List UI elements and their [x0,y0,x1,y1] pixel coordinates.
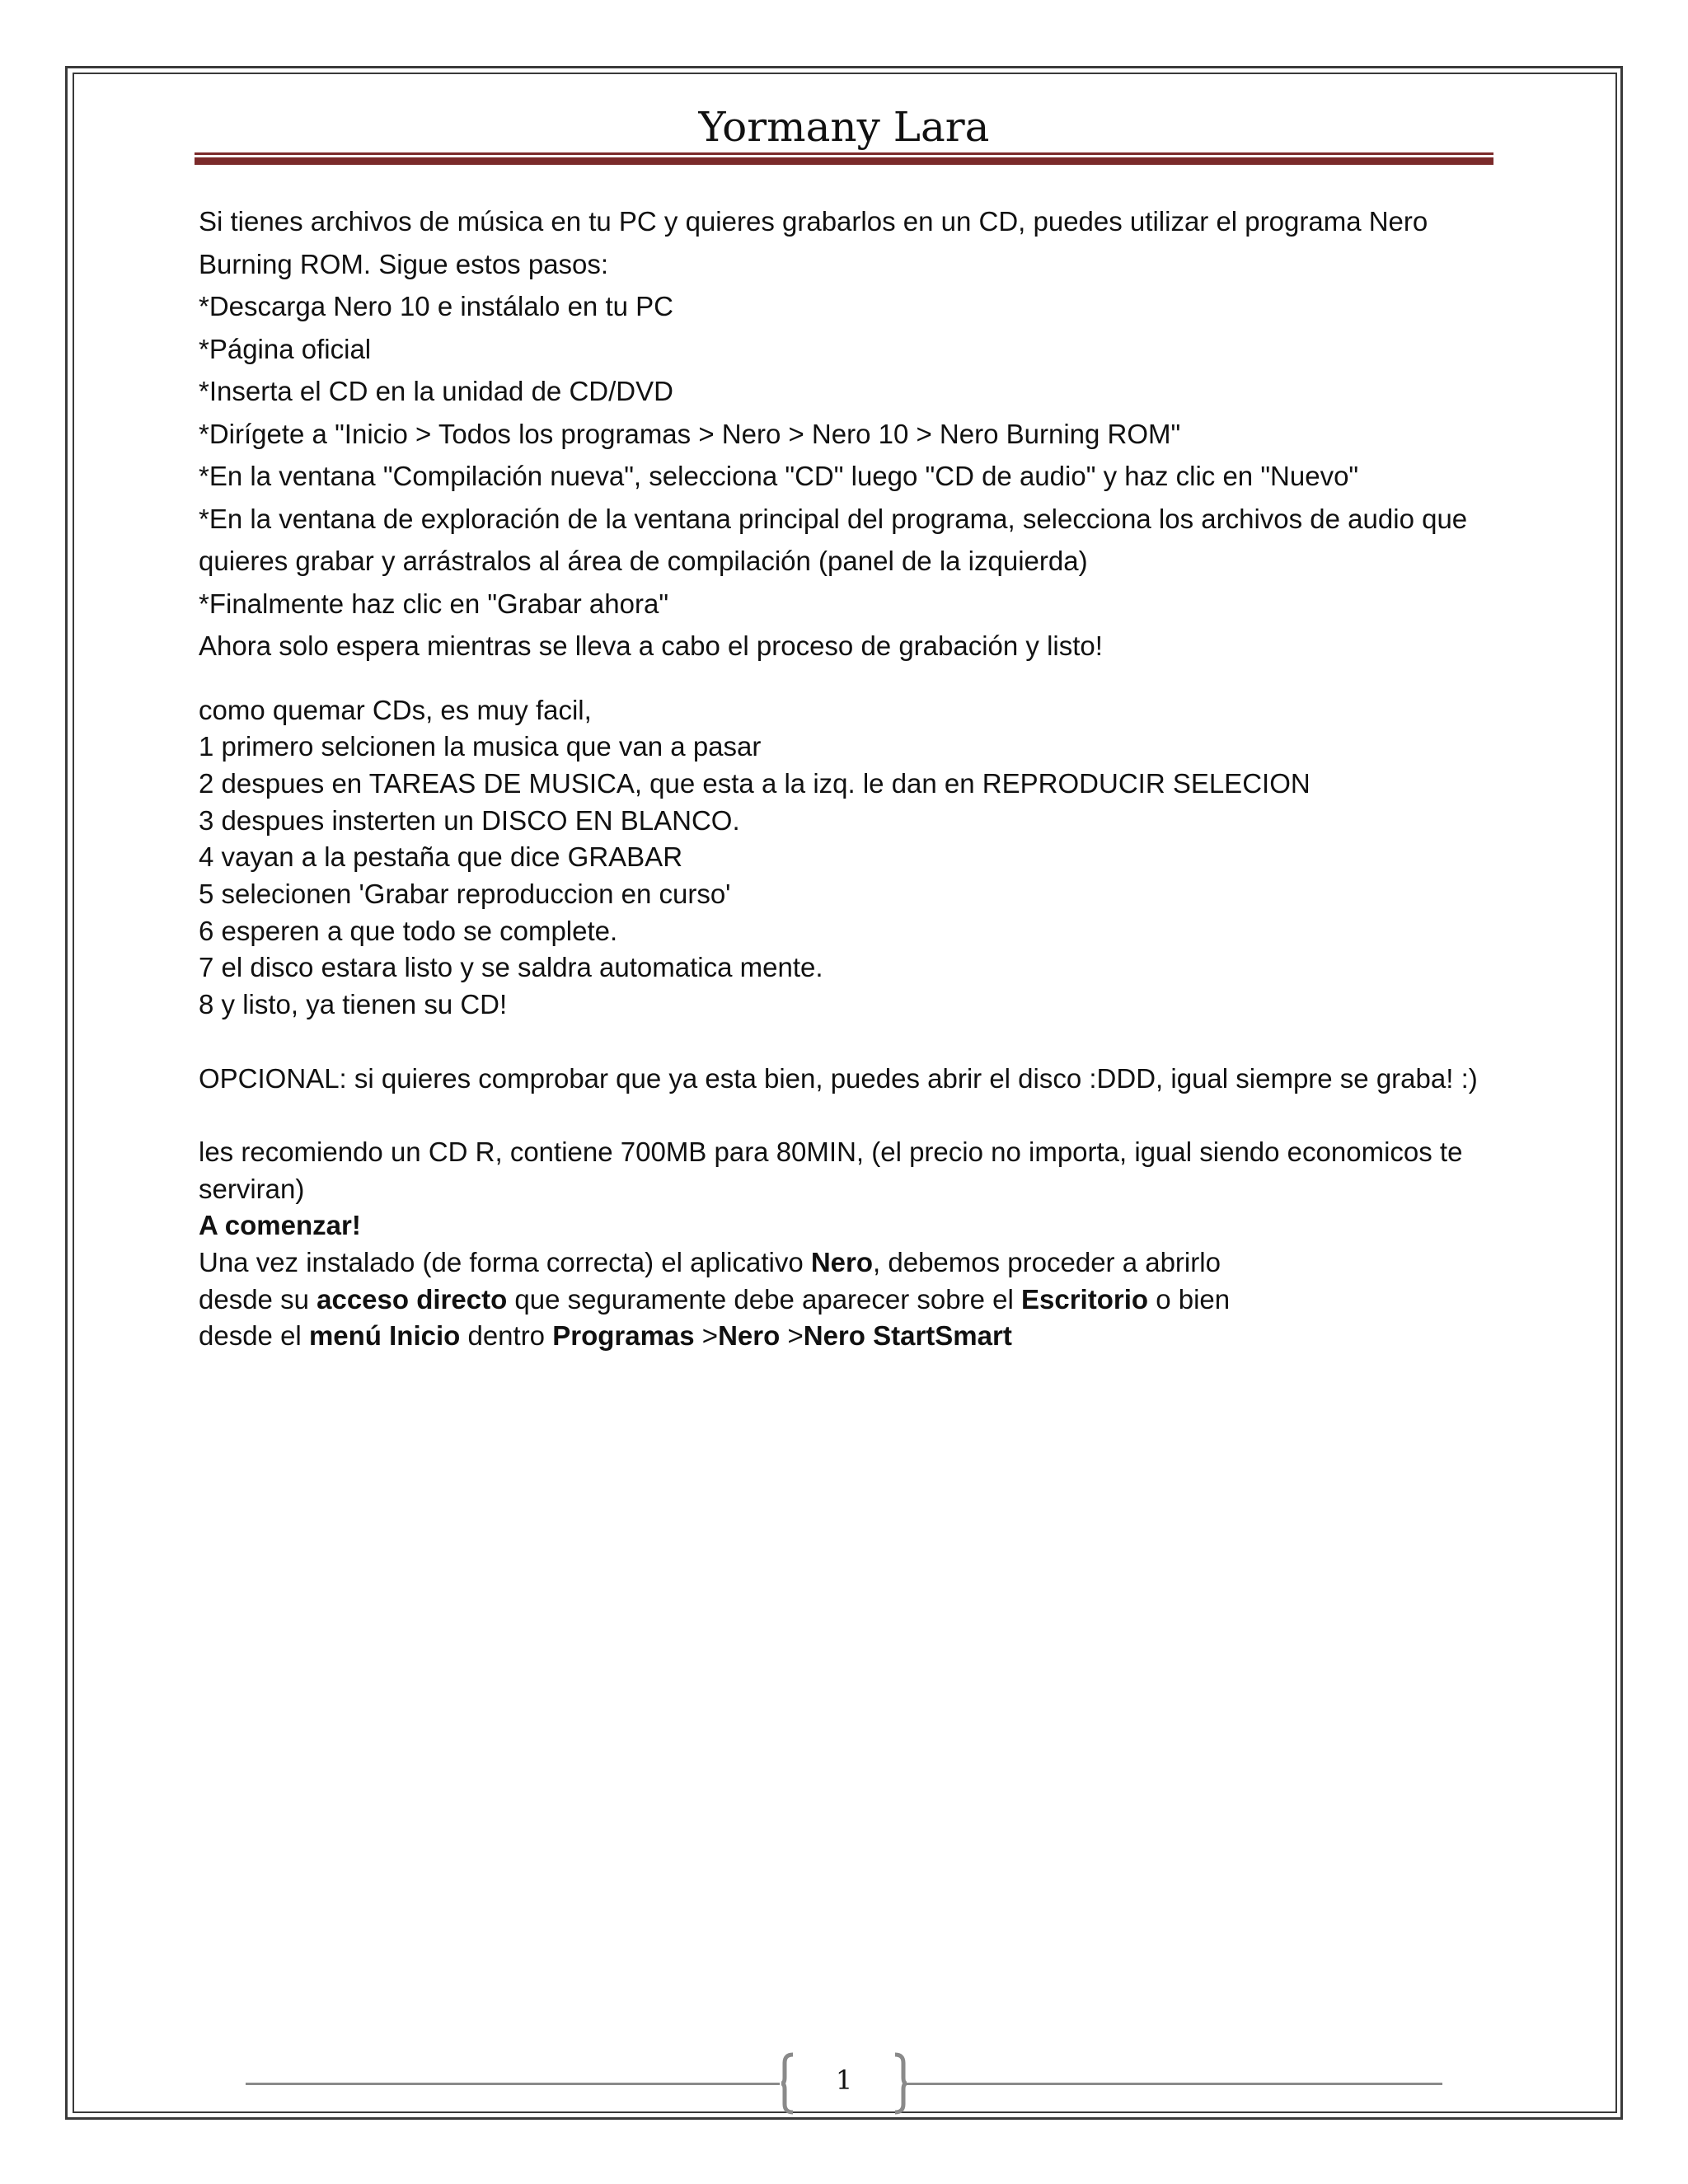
recommendation-line: serviran) [199,1173,305,1204]
bold-term: Nero [810,1247,874,1278]
text-span: > [780,1320,804,1352]
text-line: *Inserta el CD en la unidad de CD/DVD [199,376,673,406]
bold-term: Programas [552,1320,695,1352]
text-line: 7 el disco estara listo y se saldra automatica mente. [199,952,823,983]
header-rule-thick [195,157,1493,165]
paragraph-line [199,1244,1493,1282]
footer-rule-right [907,2083,1442,2085]
right-brace-icon [893,2052,908,2115]
text-span: , debemos proceder a abrirlo [873,1247,1221,1278]
text-line: quieres grabar y arrástralos al área de compilación (panel de la izquierda) [199,546,1088,576]
paragraph-line [199,1282,1493,1319]
spacer [199,1097,1493,1134]
text-line: 2 despues en TAREAS DE MUSICA, que esta a la izq. le dan en REPRODUCIR SELECION [199,767,1311,799]
text-line: *Página oficial [199,333,372,364]
header-rule-thin [195,152,1493,155]
text-line: *Descarga Nero 10 e instálalo en tu PC [199,291,673,321]
page-number: 1 [835,2064,853,2096]
paragraph-line [199,1318,1493,1355]
text-line: *En la ventana de exploración de la ventana principal del programa, selecciona los archivos de audio que [199,503,1468,534]
text-line: 5 selecionen 'Grabar reproduccion en curso' [199,879,731,910]
text-span: que seguramente debe aparecer sobre el [507,1283,1021,1315]
bold-term: acceso directo [316,1283,508,1315]
left-brace-icon [780,2052,795,2115]
footer-rule-left [246,2083,780,2085]
text-line: 3 despues insterten un DISCO EN BLANCO. [199,804,740,836]
document-body [199,200,1493,1355]
text-span: > [694,1320,719,1352]
text-span: dentro [460,1320,553,1352]
heading-text: A comenzar! [199,1210,361,1241]
header-title: Yormany Lara [698,103,990,151]
bold-term: Escritorio [1020,1283,1149,1315]
text-line: 6 esperen a que todo se complete. [199,915,618,946]
text-line: Ahora solo espera mientras se lleva a cabo el proceso de grabación y listo! [199,630,1103,661]
text-span: o bien [1148,1283,1231,1315]
text-span: desde su [199,1283,317,1315]
spacer [199,1024,1493,1061]
text-line: 1 primero selcionen la musica que van a pasar [199,731,762,762]
bold-term: Nero [718,1320,781,1352]
text-line: *Finalmente haz clic en "Grabar ahora" [199,588,669,619]
instructions-block-nero [199,200,1493,668]
section-heading [199,1207,1493,1244]
text-line: 4 vayan a la pestaña que dice GRABAR [199,841,683,873]
bold-term: Nero StartSmart [803,1320,1012,1352]
text-line: Burning ROM. Sigue estos pasos: [199,248,609,279]
text-line: 8 y listo, ya tienen su CD! [199,989,508,1020]
text-line: *En la ventana "Compilación nueva", selecciona "CD" luego "CD de audio" y haz clic en "Nuevo" [199,461,1359,491]
bold-term: menú Inicio [308,1320,461,1352]
text-line: *Dirígete a "Inicio > Todos los programas > Nero > Nero 10 > Nero Burning ROM" [199,418,1181,449]
text-span: Una vez instalado (de forma correcta) el aplicativo [199,1247,811,1278]
text-span: desde el [199,1320,309,1352]
recommendation-line: les recomiendo un CD R, contiene 700MB para 80MIN, (el precio no importa, igual siendo economicos te [199,1136,1463,1167]
instructions-block-windows [199,692,1493,1356]
text-line: como quemar CDs, es muy facil, [199,694,592,725]
text-line: Si tienes archivos de música en tu PC y quieres grabarlos en un CD, puedes utilizar el programa Nero [199,206,1428,237]
optional-note: OPCIONAL: si quieres comprobar que ya esta bien, puedes abrir el disco :DDD, igual siempre se graba! :) [199,1062,1478,1094]
